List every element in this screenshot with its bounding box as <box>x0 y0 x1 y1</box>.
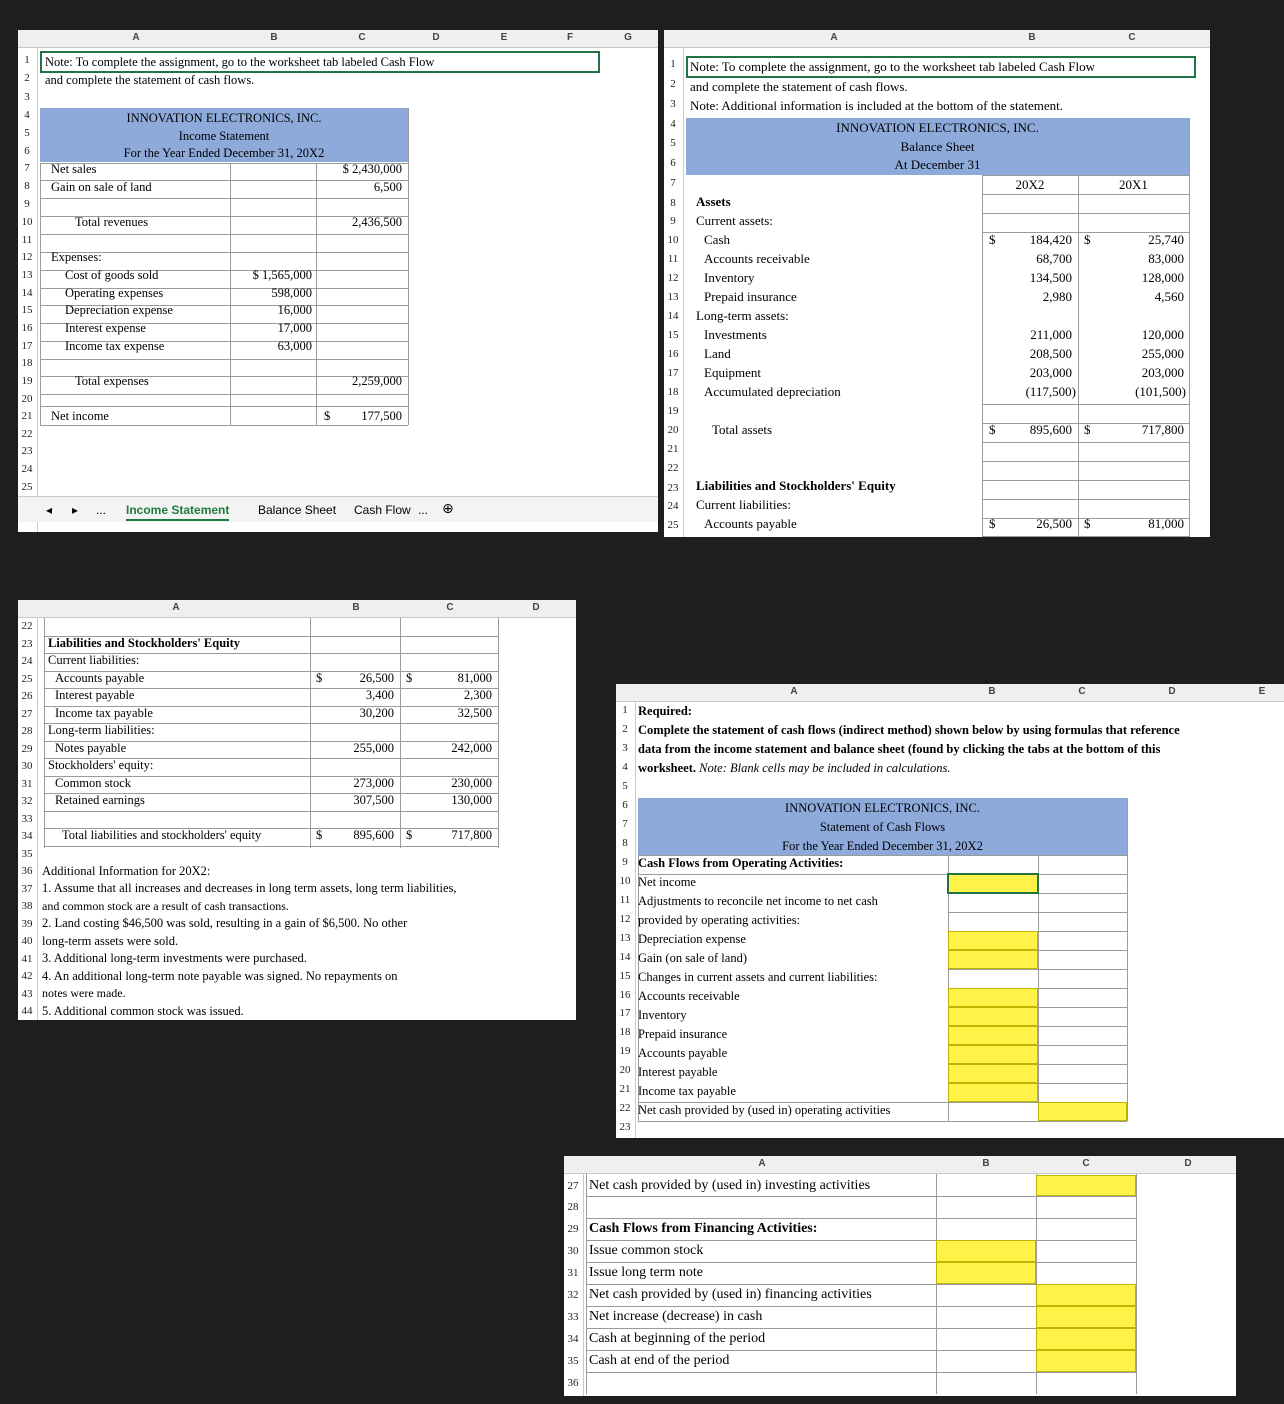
col-header-b[interactable]: B <box>982 1158 990 1169</box>
column-header-bar <box>18 30 658 48</box>
ar-label: Accounts receivable <box>704 251 810 266</box>
land-20x1[interactable]: 255,000 <box>1141 346 1184 361</box>
ap-20x1[interactable]: 81,000 <box>1148 516 1184 531</box>
ap-dollar-20x1: $ <box>406 671 413 685</box>
se-label: Stockholders' equity: <box>48 758 154 772</box>
long-term-assets-label: Long-term assets: <box>696 308 789 323</box>
ap-20x2[interactable]: 26,500 <box>359 671 394 685</box>
cash-begin-label: Cash at beginning of the period <box>589 1331 766 1346</box>
np-20x2[interactable]: 255,000 <box>353 741 394 755</box>
accum-dep-20x2[interactable]: (117,500) <box>1025 384 1076 399</box>
input-cell-cash-begin[interactable] <box>1036 1328 1136 1350</box>
cash-dollar-20x2: $ <box>989 232 996 247</box>
input-cell-ip[interactable] <box>948 1064 1038 1083</box>
net-income-label: Net income <box>638 875 696 889</box>
net-sales-value[interactable]: $ 2,430,000 <box>342 162 402 176</box>
cogs-label: Cost of goods sold <box>65 268 159 282</box>
assets-heading: Assets <box>696 194 731 209</box>
col-header-a[interactable]: A <box>758 1158 766 1169</box>
ar-20x2[interactable]: 68,700 <box>1036 251 1072 266</box>
input-cell-net-increase[interactable] <box>1036 1306 1136 1328</box>
net-sales-label: Net sales <box>51 162 97 176</box>
tab-next-icon[interactable]: ▸ <box>72 503 79 517</box>
required-note: Note: Blank cells may be included in calculations. <box>699 761 951 775</box>
company-name: INNOVATION ELECTRONICS, INC. <box>126 111 322 125</box>
ap-dollar-20x2: $ <box>989 516 996 531</box>
required-line-2: data from the income statement and balance sheet (found by clicking the tabs at the bottom of this <box>638 742 1161 756</box>
company-name: INNOVATION ELECTRONICS, INC. <box>836 120 1039 135</box>
required-line-3: worksheet. Note: Blank cells may be included in calculations. <box>638 761 951 775</box>
equipment-label: Equipment <box>704 365 762 380</box>
cs-20x2[interactable]: 273,000 <box>353 776 394 790</box>
investments-20x1[interactable]: 120,000 <box>1141 327 1184 342</box>
liab-equity-heading: Liabilities and Stockholders' Equity <box>48 636 241 650</box>
tab-income-statement[interactable]: Income Statement <box>126 503 229 521</box>
cash-dollar-20x1: $ <box>1084 232 1091 247</box>
tab-balance-sheet[interactable]: Balance Sheet <box>258 503 337 517</box>
ip-20x1[interactable]: 2,300 <box>463 688 492 702</box>
re-label: Retained earnings <box>55 793 145 807</box>
equipment-20x2[interactable]: 203,000 <box>1029 365 1072 380</box>
statement-period: For the Year Ended December 31, 20X2 <box>123 146 325 160</box>
input-cell-prepaid[interactable] <box>948 1026 1038 1045</box>
col-header-c[interactable]: C <box>1078 686 1086 697</box>
income-statement-panel <box>18 30 658 532</box>
note-line-3: Note: Additional information is included at the bottom of the statement. <box>690 98 1063 113</box>
net-increase-label: Net increase (decrease) in cash <box>589 1309 763 1324</box>
total-assets-20x2[interactable]: 895,600 <box>1029 422 1072 437</box>
cs-label: Common stock <box>55 776 132 790</box>
row-header-bar: 27 28 29 30 31 32 33 34 35 36 <box>564 1174 584 1396</box>
cash-20x2[interactable]: 184,420 <box>1029 232 1072 247</box>
input-cell-itp[interactable] <box>948 1083 1038 1102</box>
opex-value[interactable]: 598,000 <box>271 286 312 300</box>
info-line: 2. Land costing $46,500 was sold, resulting in a gain of $6,500. No other <box>42 916 408 930</box>
operating-heading: Cash Flows from Operating Activities: <box>638 856 844 870</box>
input-cell-cash-end[interactable] <box>1036 1350 1136 1372</box>
col-header-a[interactable]: A <box>132 32 140 43</box>
total-20x2[interactable]: 895,600 <box>353 828 394 842</box>
gain-value[interactable]: 6,500 <box>373 180 402 194</box>
total-assets-20x1[interactable]: 717,800 <box>1141 422 1184 437</box>
total-dollar-20x1: $ <box>406 828 413 842</box>
current-liab-label: Current liabilities: <box>696 497 791 512</box>
cash-20x1[interactable]: 25,740 <box>1148 232 1184 247</box>
info-line: 3. Additional long-term investments were purchased. <box>42 951 307 965</box>
depreciation-label: Depreciation expense <box>638 932 746 946</box>
col-header-c[interactable]: C <box>446 602 454 613</box>
inventory-label: Inventory <box>704 270 755 285</box>
ap-dollar-20x2: $ <box>316 671 323 685</box>
row-header-bar: 1 2 3 4 5 6 7 8 9 10 11 12 13 14 15 16 17 18 19 20 21 22 23 24 25 <box>664 48 684 537</box>
liabilities-panel <box>18 600 576 1035</box>
lt-liab-label: Long-term liabilities: <box>48 723 155 737</box>
note-line-1: Note: To complete the assignment, go to the worksheet tab labeled Cash Flow <box>45 55 435 69</box>
cash-end-label: Cash at end of the period <box>589 1353 730 1368</box>
note-line-2: and complete the statement of cash flows. <box>45 73 255 87</box>
adjustments-line-2: provided by operating activities: <box>638 913 801 927</box>
col-header-d[interactable]: D <box>532 602 540 613</box>
investments-20x2[interactable]: 211,000 <box>1030 327 1072 342</box>
input-cell-ap[interactable] <box>948 1045 1038 1064</box>
required-line-1: Complete the statement of cash flows (indirect method) shown below by using formulas that reference <box>638 723 1180 737</box>
total-20x1[interactable]: 717,800 <box>451 828 492 842</box>
info-line: long-term assets were sold. <box>42 934 179 948</box>
cs-20x1[interactable]: 230,000 <box>451 776 492 790</box>
col-header-b[interactable]: B <box>988 686 996 697</box>
ip-label: Interest payable <box>55 688 135 702</box>
prepaid-label: Prepaid insurance <box>638 1027 728 1041</box>
itp-label: Income tax payable <box>55 706 153 720</box>
tab-cash-flow[interactable]: Cash Flow <box>354 503 411 517</box>
land-20x2[interactable]: 208,500 <box>1029 346 1072 361</box>
liab-equity-heading: Liabilities and Stockholders' Equity <box>696 478 896 493</box>
gain-label: Gain (on sale of land) <box>638 951 747 965</box>
col-header-a[interactable]: A <box>790 686 798 697</box>
adjustments-line-1: Adjustments to reconcile net income to net cash <box>638 894 878 908</box>
inventory-20x2[interactable]: 134,500 <box>1029 270 1072 285</box>
opex-label: Operating expenses <box>65 286 164 300</box>
net-financing-label: Net cash provided by (used in) financing activities <box>589 1287 872 1302</box>
info-line: and common stock are a result of cash transactions. <box>42 899 289 913</box>
expenses-label: Expenses: <box>51 250 102 264</box>
ap-label: Accounts payable <box>55 671 145 685</box>
col-header-b[interactable]: B <box>1028 32 1036 43</box>
current-assets-label: Current assets: <box>696 213 773 228</box>
ar-20x1[interactable]: 83,000 <box>1148 251 1184 266</box>
tab-overflow-left[interactable]: ... <box>96 503 107 517</box>
balance-sheet-panel <box>664 30 1210 537</box>
ap-label: Accounts payable <box>704 516 797 531</box>
col-header-c[interactable]: C <box>358 32 366 43</box>
np-20x1[interactable]: 242,000 <box>451 741 492 755</box>
statement-title: Balance Sheet <box>900 139 975 154</box>
total-assets-dollar-20x1: $ <box>1084 422 1091 437</box>
year-20x2-header: 20X2 <box>1015 177 1045 192</box>
itp-20x2[interactable]: 30,200 <box>359 706 394 720</box>
info-line: 4. An additional long-term note payable was signed. No repayments on <box>42 969 398 983</box>
statement-period: At December 31 <box>894 157 981 172</box>
ip-20x2[interactable]: 3,400 <box>365 688 394 702</box>
col-header-g[interactable]: G <box>624 32 632 43</box>
total-assets-label: Total assets <box>712 422 773 437</box>
cogs-value[interactable]: $ 1,565,000 <box>252 268 312 282</box>
col-header-e[interactable]: E <box>500 32 508 43</box>
itp-20x1[interactable]: 32,500 <box>457 706 492 720</box>
inventory-label: Inventory <box>638 1008 687 1022</box>
net-investing-label: Net cash provided by (used in) investing activities <box>589 1178 871 1193</box>
column-header-bar <box>664 30 1210 48</box>
prepaid-20x2[interactable]: 2,980 <box>1042 289 1072 304</box>
input-cell-net-operating[interactable] <box>1038 1102 1127 1121</box>
input-cell-issue-note[interactable] <box>936 1262 1036 1284</box>
tax-label: Income tax expense <box>65 339 165 353</box>
issue-note-label: Issue long term note <box>589 1265 703 1280</box>
prepaid-label: Prepaid insurance <box>704 289 797 304</box>
cash-label: Cash <box>704 232 730 247</box>
statement-title: Income Statement <box>178 129 270 143</box>
financing-heading: Cash Flows from Financing Activities: <box>589 1221 818 1236</box>
total-liab-equity-label: Total liabilities and stockholders' equity <box>62 828 262 842</box>
total-revenues-value[interactable]: 2,436,500 <box>352 215 402 229</box>
np-label: Notes payable <box>55 741 127 755</box>
gain-label: Gain on sale of land <box>51 180 152 194</box>
row-header-bar: 1 2 3 4 5 6 7 8 9 10 11 12 13 14 15 16 17 18 19 20 21 22 23 <box>616 702 636 1138</box>
total-dollar-20x2: $ <box>316 828 323 842</box>
itp-label: Income tax payable <box>638 1084 736 1098</box>
input-cell-depreciation[interactable] <box>948 931 1038 950</box>
ip-label: Interest payable <box>638 1065 718 1079</box>
input-cell-net-investing[interactable] <box>1036 1175 1136 1196</box>
dep-value[interactable]: 16,000 <box>277 303 312 317</box>
ap-label: Accounts payable <box>638 1046 728 1060</box>
total-revenues-label: Total revenues <box>75 215 149 229</box>
info-line: notes were made. <box>42 986 126 1000</box>
tax-value[interactable]: 63,000 <box>277 339 312 353</box>
sheet-tabs <box>18 496 658 522</box>
col-header-b[interactable]: B <box>270 32 278 43</box>
additional-info-title: Additional Information for 20X2: <box>42 864 211 878</box>
column-header-bar <box>616 684 1284 702</box>
cash-flow-panel <box>616 684 1284 1138</box>
total-expenses-label: Total expenses <box>75 374 149 388</box>
current-liab-label: Current liabilities: <box>48 653 140 667</box>
re-20x1[interactable]: 130,000 <box>451 793 492 807</box>
equipment-20x1[interactable]: 203,000 <box>1141 365 1184 380</box>
statement-title: Statement of Cash Flows <box>819 820 946 834</box>
info-line: 1. Assume that all increases and decreases in long term assets, long term liabilities, <box>42 881 457 895</box>
dep-label: Depreciation expense <box>65 303 173 317</box>
note-line-2: and complete the statement of cash flows. <box>690 79 908 94</box>
col-header-c[interactable]: C <box>1082 1158 1090 1169</box>
col-header-c[interactable]: C <box>1128 32 1136 43</box>
ap-dollar-20x1: $ <box>1084 516 1091 531</box>
col-header-d[interactable]: D <box>432 32 440 43</box>
total-assets-dollar-20x2: $ <box>989 422 996 437</box>
input-cell-ar[interactable] <box>948 988 1038 1007</box>
statement-period: For the Year Ended December 31, 20X2 <box>782 839 983 853</box>
inventory-20x1[interactable]: 128,000 <box>1141 270 1184 285</box>
col-header-a[interactable]: A <box>830 32 838 43</box>
info-line: 5. Additional common stock was issued. <box>42 1004 244 1018</box>
ap-20x1[interactable]: 81,000 <box>457 671 492 685</box>
net-income-dollar: $ <box>324 409 331 423</box>
col-header-b[interactable]: B <box>352 602 360 613</box>
total-expenses-value[interactable]: 2,259,000 <box>352 374 402 388</box>
col-header-e[interactable]: E <box>1258 686 1266 697</box>
investments-label: Investments <box>704 327 767 342</box>
required-heading: Required: <box>638 704 692 718</box>
accum-dep-label: Accumulated depreciation <box>704 384 841 399</box>
add-sheet-icon[interactable]: ⊕ <box>442 500 454 516</box>
company-name: INNOVATION ELECTRONICS, INC. <box>785 801 980 815</box>
land-label: Land <box>704 346 731 361</box>
input-cell-issue-stock[interactable] <box>936 1240 1036 1262</box>
issue-stock-label: Issue common stock <box>589 1243 704 1258</box>
input-cell-gain[interactable] <box>948 950 1038 969</box>
tab-overflow-right[interactable]: ... <box>418 503 429 517</box>
row-header-bar: 1 2 3 4 5 6 7 8 9 10 11 12 13 14 15 16 17 18 19 20 21 22 23 24 25 <box>18 48 38 532</box>
col-header-f[interactable]: F <box>566 32 574 43</box>
cash-flow-panel-lower <box>564 1156 1236 1396</box>
net-income-label: Net income <box>51 409 109 423</box>
col-header-d[interactable]: D <box>1184 1158 1192 1169</box>
net-operating-label: Net cash provided by (used in) operating activities <box>638 1103 891 1117</box>
prepaid-20x1[interactable]: 4,560 <box>1154 289 1184 304</box>
net-income-value[interactable]: 177,500 <box>361 409 402 423</box>
row-header-bar: 22 23 24 25 26 27 28 29 30 31 32 33 34 35 36 37 38 39 40 41 42 43 44 45 <box>18 618 38 1020</box>
column-header-bar <box>564 1156 1236 1174</box>
accum-dep-20x1[interactable]: (101,500) <box>1135 384 1186 399</box>
tab-prev-icon[interactable]: ◂ <box>46 503 53 517</box>
selected-cell-b10[interactable] <box>947 873 1039 894</box>
column-header-bar <box>18 600 576 618</box>
interest-value[interactable]: 17,000 <box>277 321 312 335</box>
note-line-1: Note: To complete the assignment, go to the worksheet tab labeled Cash Flow <box>690 59 1096 74</box>
input-cell-net-financing[interactable] <box>1036 1284 1136 1306</box>
input-cell-inventory[interactable] <box>948 1007 1038 1026</box>
col-header-d[interactable]: D <box>1168 686 1176 697</box>
interest-label: Interest expense <box>65 321 146 335</box>
ap-20x2[interactable]: 26,500 <box>1036 516 1072 531</box>
col-header-a[interactable]: A <box>172 602 180 613</box>
year-20x1-header: 20X1 <box>1119 177 1148 192</box>
ar-label: Accounts receivable <box>638 989 740 1003</box>
re-20x2[interactable]: 307,500 <box>353 793 394 807</box>
changes-label: Changes in current assets and current liabilities: <box>638 970 878 984</box>
